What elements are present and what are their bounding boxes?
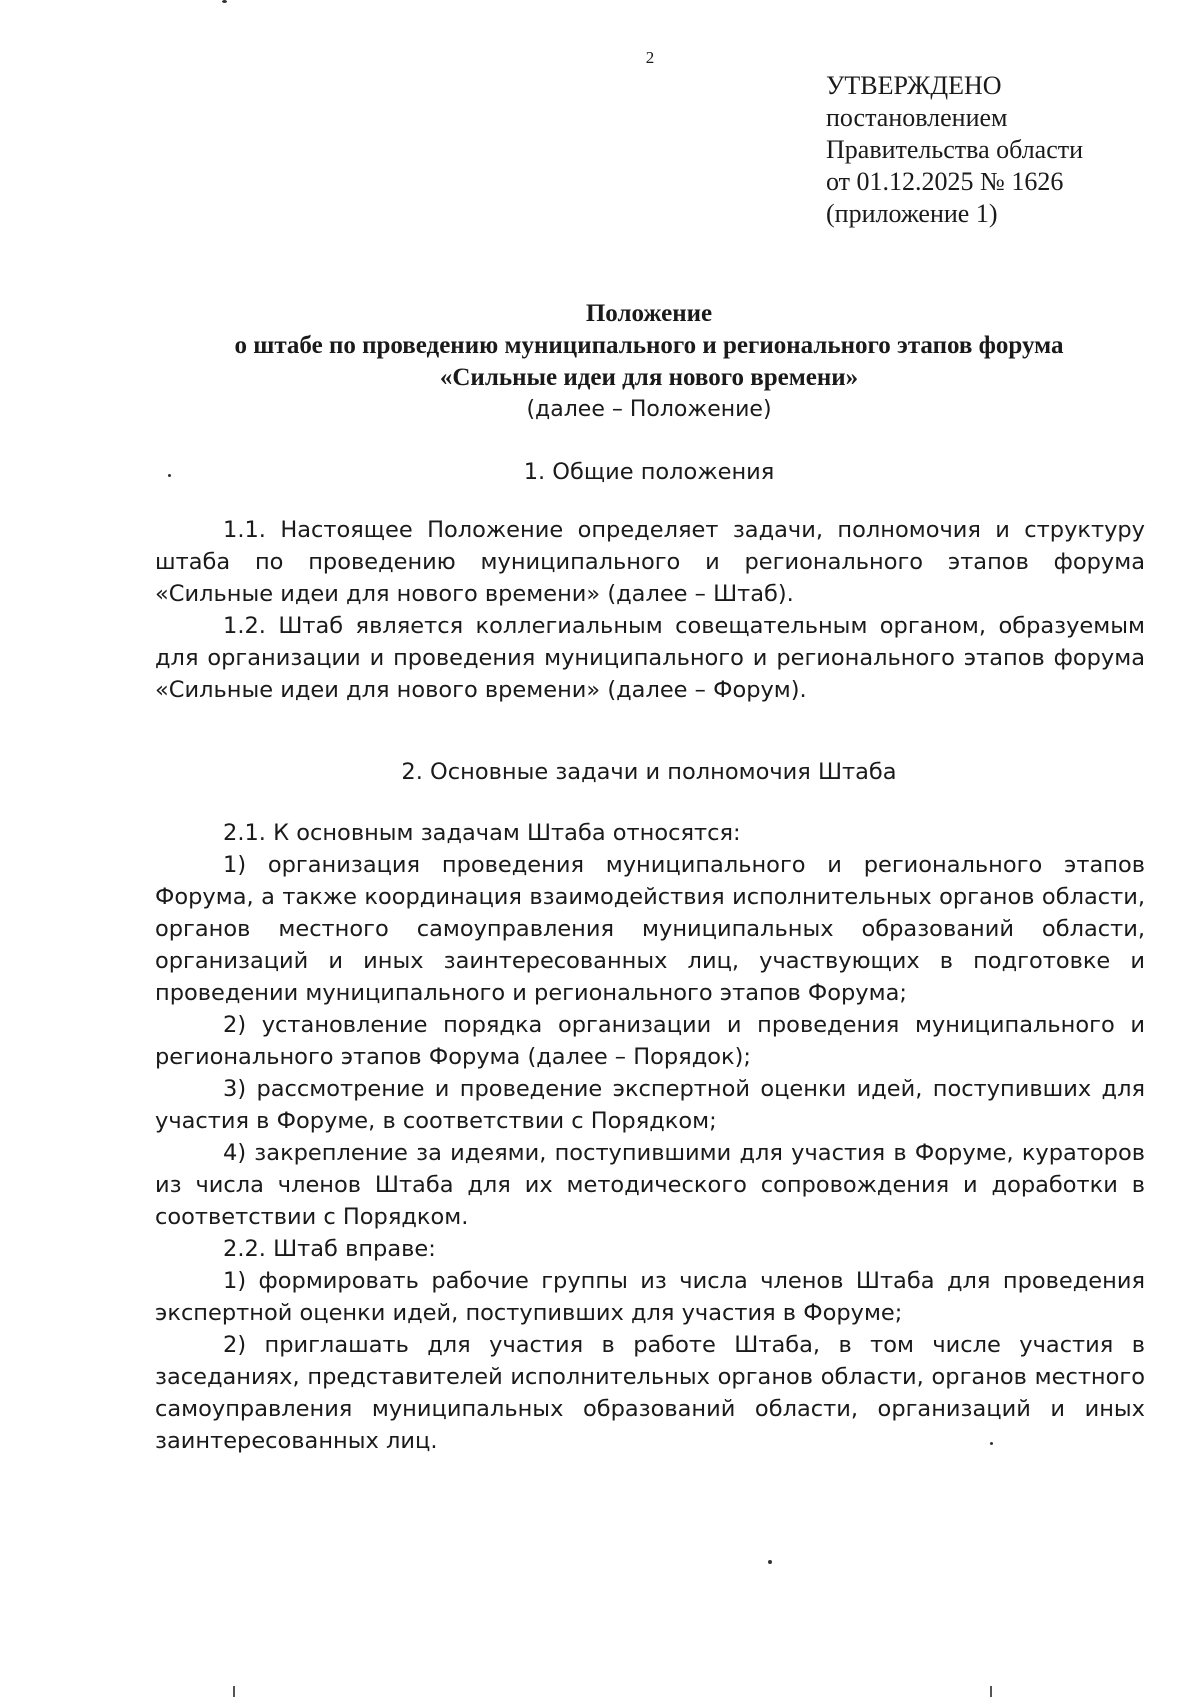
paragraph: 1.2. Штаб является коллегиальным совещательным органом, образуемым для организации и проведения муниципального и регионального этапов форума «Сильные идеи для нового времени» (далее – Форум).	[155, 613, 1145, 703]
title-line: «Сильные идеи для нового времени»	[439, 364, 859, 391]
page-number: 2	[645, 48, 655, 67]
paragraph: 2.1. К основным задачам Штаба относятся:	[223, 820, 741, 846]
section-heading: 1. Общие положения	[523, 459, 775, 485]
section-body	[155, 514, 1145, 706]
title-line: о штабе по проведению муниципального и регионального этапов форума	[234, 332, 1064, 359]
scan-speck	[768, 1560, 772, 1564]
paragraph: 2) установление порядка организации и проведения муниципального и регионального этапов Форума (далее – Порядок);	[155, 1012, 1145, 1070]
scan-edge-mark	[990, 1686, 992, 1697]
paragraph: 1.1. Настоящее Положение определяет задачи, полномочия и структуру штаба по проведению муниципального и регионального этапов форума «Сильные идеи для нового времени» (далее – Штаб).	[155, 517, 1145, 607]
scan-edge-mark	[233, 1686, 235, 1697]
paragraph: 1) организация проведения муниципального и регионального этапов Форума, а также координация взаимодействия исполнительных органов области, органов местного самоуправления муниципальных образований области, организаций и иных заинтересованных лиц, участвующих в подготовке и проведении муниципального и регионального этапов Форума;	[155, 852, 1145, 1006]
scan-speck	[990, 1442, 993, 1445]
approval-line: (приложение 1)	[826, 199, 998, 228]
paragraph: 1) формировать рабочие группы из числа членов Штаба для проведения экспертной оценки идей, поступивших для участия в Форуме;	[155, 1268, 1145, 1326]
scan-speck	[168, 474, 171, 477]
title-subtitle: (далее – Положение)	[526, 397, 772, 422]
paragraph: 4) закрепление за идеями, поступившими для участия в Форуме, кураторов из числа членов Штаба для их методического сопровождения и доработки в соответствии с Порядком.	[155, 1140, 1145, 1230]
paragraph: 2.2. Штаб вправе:	[223, 1236, 436, 1262]
section-heading: 2. Основные задачи и полномочия Штаба	[401, 759, 897, 785]
document-title	[150, 298, 1148, 426]
approval-line: Правительства области	[826, 135, 1084, 164]
approval-line: УТВЕРЖДЕНО	[826, 71, 1002, 100]
scan-speck	[222, 0, 227, 3]
paragraph: 2) приглашать для участия в работе Штаба, в том числе участия в заседаниях, представителей исполнительных органов области, органов местного самоуправления муниципальных образований области, организаций и иных заинтересованных лиц.	[155, 1332, 1145, 1454]
section-body	[155, 817, 1145, 1457]
approval-stamp-block	[826, 70, 1166, 230]
approval-line: от 01.12.2025 № 1626	[826, 167, 1064, 196]
paragraph: 3) рассмотрение и проведение экспертной оценки идей, поступивших для участия в Форуме, в соответствии с Порядком;	[155, 1076, 1145, 1134]
title-line: Положение	[585, 300, 713, 327]
approval-line: постановлением	[826, 103, 1008, 132]
